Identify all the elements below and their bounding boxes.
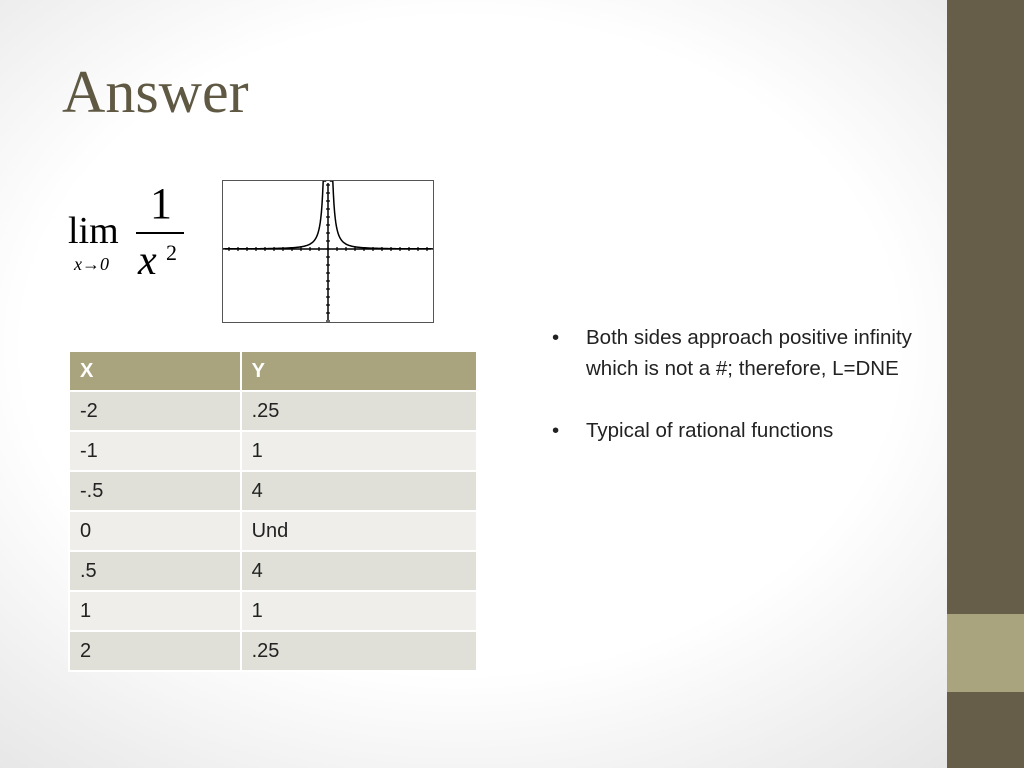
table-row <box>69 631 477 671</box>
limit-formula <box>66 180 196 290</box>
graph-canvas <box>223 181 433 322</box>
fraction-bar <box>136 232 184 234</box>
fraction-numerator: 1 <box>150 179 172 228</box>
curve-right <box>330 181 433 249</box>
cell-x: .5 <box>69 551 241 591</box>
cell-y: 4 <box>241 471 477 511</box>
bullet-dot-icon: • <box>552 419 560 442</box>
cell-y: .25 <box>241 631 477 671</box>
fraction-exponent: 2 <box>166 240 177 265</box>
bullet-text: Typical of rational functions <box>586 419 834 442</box>
bullet-text: Both sides approach positive infinity which is not a #; therefore, L=DNE <box>586 326 912 380</box>
cell-x: -.5 <box>69 471 241 511</box>
table-row <box>69 391 477 431</box>
bullet-dot-icon: • <box>552 326 560 349</box>
header-x: X <box>69 351 241 391</box>
table-row <box>69 551 477 591</box>
cell-y: Und <box>241 511 477 551</box>
cell-x: -2 <box>69 391 241 431</box>
cell-y: .25 <box>241 391 477 431</box>
xy-table <box>68 350 478 672</box>
cell-x: 1 <box>69 591 241 631</box>
header-y: Y <box>241 351 477 391</box>
cell-x: 2 <box>69 631 241 671</box>
sidebar-accent <box>947 614 1024 692</box>
table-row <box>69 591 477 631</box>
table-row <box>69 431 477 471</box>
bullet-item <box>552 322 912 384</box>
table-row <box>69 511 477 551</box>
cell-x: -1 <box>69 431 241 471</box>
function-graph <box>222 180 434 323</box>
lim-subscript: x→0 <box>74 254 109 274</box>
cell-y: 1 <box>241 431 477 471</box>
lim-word: lim <box>68 210 119 252</box>
table-row <box>69 471 477 511</box>
cell-x: 0 <box>69 511 241 551</box>
bullet-item <box>552 415 912 446</box>
curve-left <box>223 181 326 249</box>
table-header-row <box>69 351 477 391</box>
slide-title: Answer <box>62 59 249 125</box>
bullet-list <box>552 322 912 477</box>
cell-y: 1 <box>241 591 477 631</box>
fraction-denominator: x <box>138 238 157 284</box>
cell-y: 4 <box>241 551 477 591</box>
